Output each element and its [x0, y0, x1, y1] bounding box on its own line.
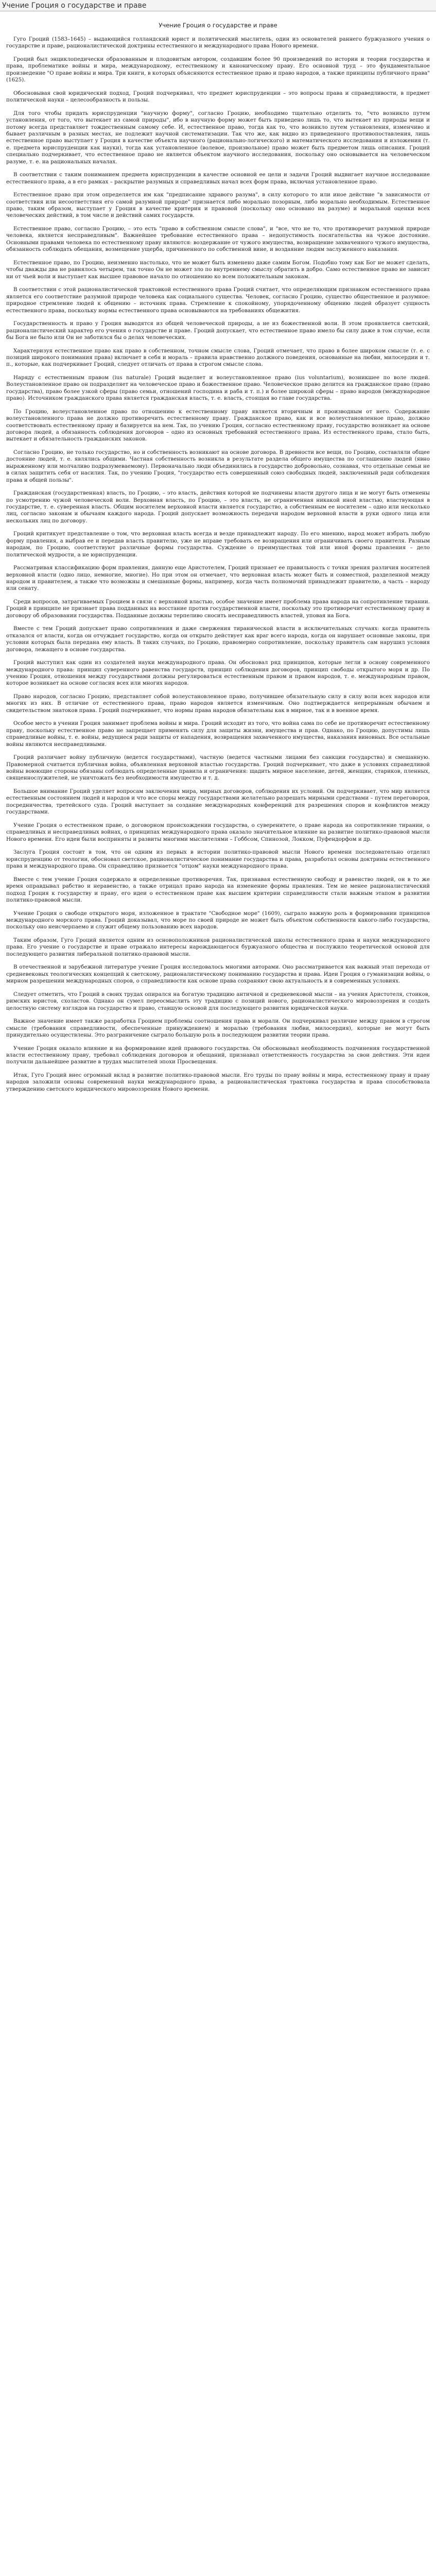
paragraph: В отечественной и зарубежной литературе учение Гроция исследовалось многими авторами. Оно рассматривается как важный этап перехода от средневековых теологических концепций к светскому, рационалистическому пониманию государства и права. Идеи Гроция о гуманизации войны, о мирном разрешении международных споров, о справедливости как основе права сохраняют свою актуальность и в современных условиях. — [6, 964, 430, 985]
paragraph: Среди вопросов, затрагиваемых Гроцием в связи с верховной властью, особое значение имеет проблема права народа на сопротивление тирании. Гроций в принципе не признает права подданных на восстание против государственной власти, поскольку это противоречит естественному праву и договору об образовании государства. Подданные должны терпеливо сносить несправедливость властей, уповая на Бога. — [6, 599, 430, 619]
paragraph: Особое место в учении Гроция занимает проблема войны и мира. Гроций исходит из того, что война сама по себе не противоречит естественному праву, поскольку естественное право не запрещает применять силу для защиты жизни, имущества и прав. Однако, по Гроцию, допустимы лишь справедливые войны, т. е. войны, ведущиеся ради защиты от нападения, возвращения захваченного имущества, наказания виновных. Все остальные войны являются несправедливыми. — [6, 720, 430, 748]
paragraph: Вместе с тем учение Гроция содержало и определенные противоречия. Так, признавая естественную свободу и равенство людей, он в то же время оправдывал рабство и неравенство, а также отрицал право народа на изменение формы правления. Тем не менее рационалистический подход Гроция к государству и праву, его идеи о естественном праве как высшем критерии справедливости стали важным этапом в развитии политико-правовой мысли. — [6, 876, 430, 903]
paragraph: Естественное право, по Гроцию, неизменно настолько, что не может быть изменено даже самим Богом. Подобно тому как Бог не может сделать, чтобы дважды два не равнялось четырем, так точно Он не может зло по внутреннему смыслу обратить в добро. Само естественное право не зависит ни от чьей воли и выступает как высшее правовое начало по отношению ко всем положительным законам. — [6, 259, 430, 280]
paragraph: По Гроцию, волеустановленное право по отношению к естественному праву является вторичным и производным от него. Содержание волеустановленного права не должно противоречить естественному праву. Гражданское право, как и все волеустановленное право, должно соответствовать естественному праву и базируется на нем. Так, по учению Гроция, согласно естественному праву, государство возникает на основе договора людей, а обязанность соблюдения договоров – одно из основных требований естественного права. Из естественного права, стало быть, вытекает и обязательность гражданских законов. — [6, 408, 430, 443]
paragraph: Гроций был энциклопедически образованным и плодовитым автором, создавшим более 90 произведений по истории и теории государства и права, проблематике войны и мира, международному, естественному и каноническому праву. Его основной труд – это фундаментальное произведение "О праве войны и мира. Три книги, в которых объясняются естественное право и право народов, а также принципы публичного права" (1625). — [6, 56, 430, 83]
paragraph: Учение Гроция о естественном праве, о договорном происхождении государства, о суверенитете, о праве народа на сопротивление тирании, о справедливых и несправедливых войнах, о принципах международного права оказало значительное влияние на развитие политико-правовой мысли Нового времени. Его идеи были восприняты и развиты многими мыслителями – Гоббсом, Спинозой, Локком, Пуфендорфом и др. — [6, 822, 430, 842]
header-title: Учение Гроция о государстве и праве — [2, 1, 147, 10]
paragraph: Обосновывая свой юридический подход, Гроций подчеркивал, что предмет юриспруденции – это вопросы права и справедливости, в предмет политической науки – целесообразность и пользы. — [6, 90, 430, 104]
paragraph: Следует отметить, что Гроций в своих трудах опирался на богатую традицию античной и средневековой мысли – на учения Аристотеля, стоиков, римских юристов, схоластов. Однако он сумел переосмыслить эту традицию с позиций нового, рационалистического мировоззрения и создать целостную систему взглядов на государство и право, ставшую основой для последующего развития юридической науки. — [6, 991, 430, 1011]
paragraph: Естественное право при этом определяется им как "предписание здравого разума", в силу которого то или иное действие "в зависимости от соответствия или несоответствия его самой разумной природе" признается либо морально позорным, либо морально необходимым. Естественное право, таким образом, выступает у Гроция в качестве критерия и правовой (поскольку оно основано на разуме) и моральной оценки всех человеческих действий, в том числе и действий самих государств. — [6, 192, 430, 219]
paragraph: Гроций критикует представление о том, что верховная власть всегда и везде принадлежит народу. По его мнению, народ может избрать любую форму правления, а выбрав ее и передав власть правителю, уже не вправе требовать ее возвращения или ограничивать своего правителя. Разным народам, по Гроцию, соответствуют различные формы государства. Суждение о преимуществах той или иной формы правления – дело политической мудрости, а не юриспруденции. — [6, 531, 430, 558]
paragraph: Вместе с тем Гроций допускает право сопротивления и даже свержения тиранической власти в исключительных случаях: когда правитель отказался от власти, когда он отчуждает государство, когда он открыто действует как враг всего народа, когда он нарушает основные законы, при условии которых была передана ему власть. В таких случаях, по Гроцию, правомерно сопротивление, поскольку правитель сам нарушил условия договора, лежащего в основе государства. — [6, 625, 430, 653]
header-bar — [0, 0, 436, 11]
document-body — [6, 36, 430, 1093]
paragraph: Заслуга Гроция состоит в том, что он одним из первых в истории политико-правовой мысли Нового времени последовательно отделил юриспруденцию от теологии, обосновал светское, рационалистическое понимание государства и права, разработал основы доктрины естественного права и международного права. Он справедливо признается "отцом" науки международного права. — [6, 849, 430, 870]
document-page — [0, 11, 436, 1093]
paragraph: Учение Гроция оказало влияние и на формирование идей правового государства. Он обосновывал необходимость подчинения государственной власти естественному праву, требовал соблюдения договоров и обещаний, признавал ответственность государства за свои действия. Эти идеи получили дальнейшее развитие в трудах мыслителей эпохи Просвещения. — [6, 1045, 430, 1065]
paragraph: Гуго Гроций (1583–1645) – выдающийся голландский юрист и политический мыслитель, один из основателей раннего буржуазного учения о государстве и праве, рационалистической доктрины естественного и международного права Нового времени. — [6, 36, 430, 49]
paragraph: Гроций выступил как один из создателей науки международного права. Он обосновал ряд принципов, которые легли в основу современного международного права: принцип суверенного равенства государств, принцип соблюдения договоров, принцип свободы открытого моря и др. По учению Гроция, отношения между государствами должны регулироваться естественным правом и правом народов, т. е. международным правом, которое возникает на основе согласия всех или многих народов. — [6, 659, 430, 687]
paragraph: Рассматривая классификацию форм правления, данную еще Аристотелем, Гроций признает ее правильность с точки зрения различия носителей верховной власти (одно лицо, немногие, многие). Но при этом он отмечает, что верховная власть может быть и совместной, разделенной между народом и правителем, а также что возможны и смешанные формы, например, когда часть полномочий принадлежит правителю, а часть – народу или сенату. — [6, 565, 430, 592]
paragraph: Право народов, согласно Гроцию, представляет собой волеустановленное право, получившее обязательную силу в силу воли всех народов или многих из них. В отличие от естественного права, право народов является изменчивым. Оно подтверждается непрерывным обычаем и свидетельством знатоков права. Гроций подчеркивает, что нормы права народов обязательны как в мирное, так и в военное время. — [6, 693, 430, 714]
paragraph: В соответствии с этой рационалистической трактовкой естественного права Гроций считает, что определяющим признаком естественного права является его соответствие разумной природе человека как социального существа. Человек, согласно Гроцию, существо общественное и разумное: природное стремление людей к общению – источник права. Стремление к спокойному, упорядоченному общению людей образует сущность естественного права, поскольку нормы естественного права основываются на требованиях общежития. — [6, 286, 430, 314]
paragraph: Учение Гроция о свободе открытого моря, изложенное в трактате "Свободное море" (1609), сыграло важную роль в формировании принципов международного морского права. Гроций доказывал, что море по своей природе не может быть объектом собственности какого-либо государства, поскольку оно неисчерпаемо и служит общему пользованию всех народов. — [6, 910, 430, 930]
paragraph: Важное значение имеет также разработка Гроцием проблемы соотношения права и морали. Он подчеркивал различие между правом в строгом смысле (требования справедливости, обеспеченные принуждением) и моралью (требования любви, милосердия), которые не могут быть принудительно осуществлены. Это разграничение сыграло большую роль в последующем развитии теории права. — [6, 1018, 430, 1038]
paragraph: Наряду с естественным правом (ius naturale) Гроций выделяет и волеустановленное право (ius voluntarium), возникшее по воле людей. Волеустановленное право он подразделяет на человеческое право и божественное право. Человеческое право делится на гражданское право (право государства), право более узкой сферы (право семьи, отношений господина и раба и т. п.) и более широкой сферы – право народов (международное право). Источником гражданского права является гражданская власть, т. е. власть, стоящая во главе государства. — [6, 374, 430, 402]
paragraph: Большое внимание Гроций уделяет вопросам заключения мира, мирных договоров, соблюдения их условий. Он подчеркивает, что мир является естественным состоянием людей и народов и что все споры между государствами желательно разрешать мирными средствами – путем переговоров, посредничества, третейского суда. Гроций выступает за создание международных конференций для разрешения споров и конфликтов между государствами. — [6, 788, 430, 816]
paragraph: Гражданская (государственная) власть, по Гроцию, – это власть, действия которой не подчинены власти другого лица и не могут быть отменены по усмотрению чужой человеческой воли. Верховная власть, по Гроцию, – это власть, не ограниченная никакой иной властью, властвующая в государстве, т. е. суверенная власть. Общим носителем верховной власти является государство, а собственным ее носителем – одно или несколько лиц, согласно законам и обычаям каждого народа. Гроций допускает возможность передачи народом верховной власти в руки одного лица или нескольких лиц по договору. — [6, 490, 430, 524]
paragraph: Итак, Гуго Гроций внес огромный вклад в развитие политико-правовой мысли. Его труды по праву войны и мира, естественному праву и праву народов заложили основы современной науки международного права, а рационалистическая трактовка государства и права способствовала утверждению светского юридического мировоззрения Нового времени. — [6, 1072, 430, 1092]
paragraph: Согласно Гроцию, не только государство, но и собственность возникают на основе договора. В древности все вещи, по Гроцию, составляли общее достояние людей, т. е. являлись общими. Частная собственность возникла в результате раздела общего имущества по соглашению людей (явно выраженному или молчаливо подразумеваемому). Первоначально люди объединились в государство добровольно, сознавая, что отдельные семьи не в силах защитить себя от насилия. Так, по учению Гроция, "государство есть совершенный союз свободных людей, заключенный ради соблюдения права и общей пользы". — [6, 449, 430, 483]
document-title: Учение Гроция о государстве и праве — [159, 22, 277, 29]
paragraph: Естественное право, согласно Гроцию, – это есть "право в собственном смысле слова", и "все, что не то, что противоречит разумной природе человека, является несправедливым". Важнейшее требование естественного права – недопустимость посягательства на чужое достояние. Основными правами человека по естественному праву являются: воздержание от чужого имущества, возвращение захваченного чужого имущества, обязанность соблюдать обещания, возмещение ущерба, причиненного по собственной вине, и воздаяние людям заслуженного наказания. — [6, 226, 430, 253]
paragraph: Таким образом, Гуго Гроций является одним из основоположников рационалистической школы естественного права и науки международного права. Его учение о государстве и праве отражало интересы нарождающегося буржуазного общества и послужило теоретической основой для последующего развития либеральной политико-правовой мысли. — [6, 937, 430, 957]
paragraph: Для того чтобы придать юриспруденции "научную форму", согласно Гроцию, необходимо тщательно отделить то, "что возникло путем установления, от того, что вытекает из самой природы", ибо в научную форму может быть приведено лишь то, что вытекает из природы вещи и потому всегда представляет тождественным самому себе. И, естественное право, тогда как то, что возникло путем установления, изменчиво и бывает различным в разных местах, не подлежит научной систематизации. Так что же, как видно из приведенного противопоставления, лишь естественное право выступает у Гроция в качестве объекта научного (рационально-логического) и математического исследования и изложения (т. е. предмета юриспруденции как науки), тогда как установленное (волевое, произвольное) право может быть предметом лишь описания. Гроций специально подчеркивает, что естественное право не является объектом научного исследования, поскольку оно основывается на человеческом разуме, т. е. на рациональных началах. — [6, 110, 430, 165]
paragraph: Характеризуя естественное право как право в собственном, точном смысле слова, Гроций отмечает, что право в более широком смысле (т. е. с позиций широкого понимания права) включает в себя и мораль – правила нравственно должного поведения, основанные на любви, милосердии и т. п., которые, как подчеркивает Гроций, следует отличать от права в строгом смысле слова. — [6, 347, 430, 368]
paragraph: Гроций различает войну публичную (ведется государствами), частную (ведется частными лицами без санкции государства) и смешанную. Правомерной считается публичная война, объявленная верховной властью государства. Гроций подчеркивает, что даже в условиях справедливой войны воюющие стороны обязаны соблюдать определенные правила и ограничения: щадить мирное население, детей, женщин, стариков, пленных, священнослужителей, не уничтожать без необходимости имущество и т. д. — [6, 754, 430, 782]
paragraph: Государственность и право у Гроция выводятся из общей человеческой природы, а не из божественной воли. В этом проявляется светский, рационалистический характер его учения о государстве и праве. Гроций допускает, что естественное право имело бы силу даже в том случае, если бы Бога не было или Он не заботился бы о делах человеческих. — [6, 320, 430, 341]
paragraph: В соответствии с таким пониманием предмета юриспруденции в качестве основной ее цели и задачи Гроций выдвигает научное исследование естественного права, а в его рамках – раскрытие разумных и справедливых начал всех форм права, включая установленное право. — [6, 172, 430, 185]
